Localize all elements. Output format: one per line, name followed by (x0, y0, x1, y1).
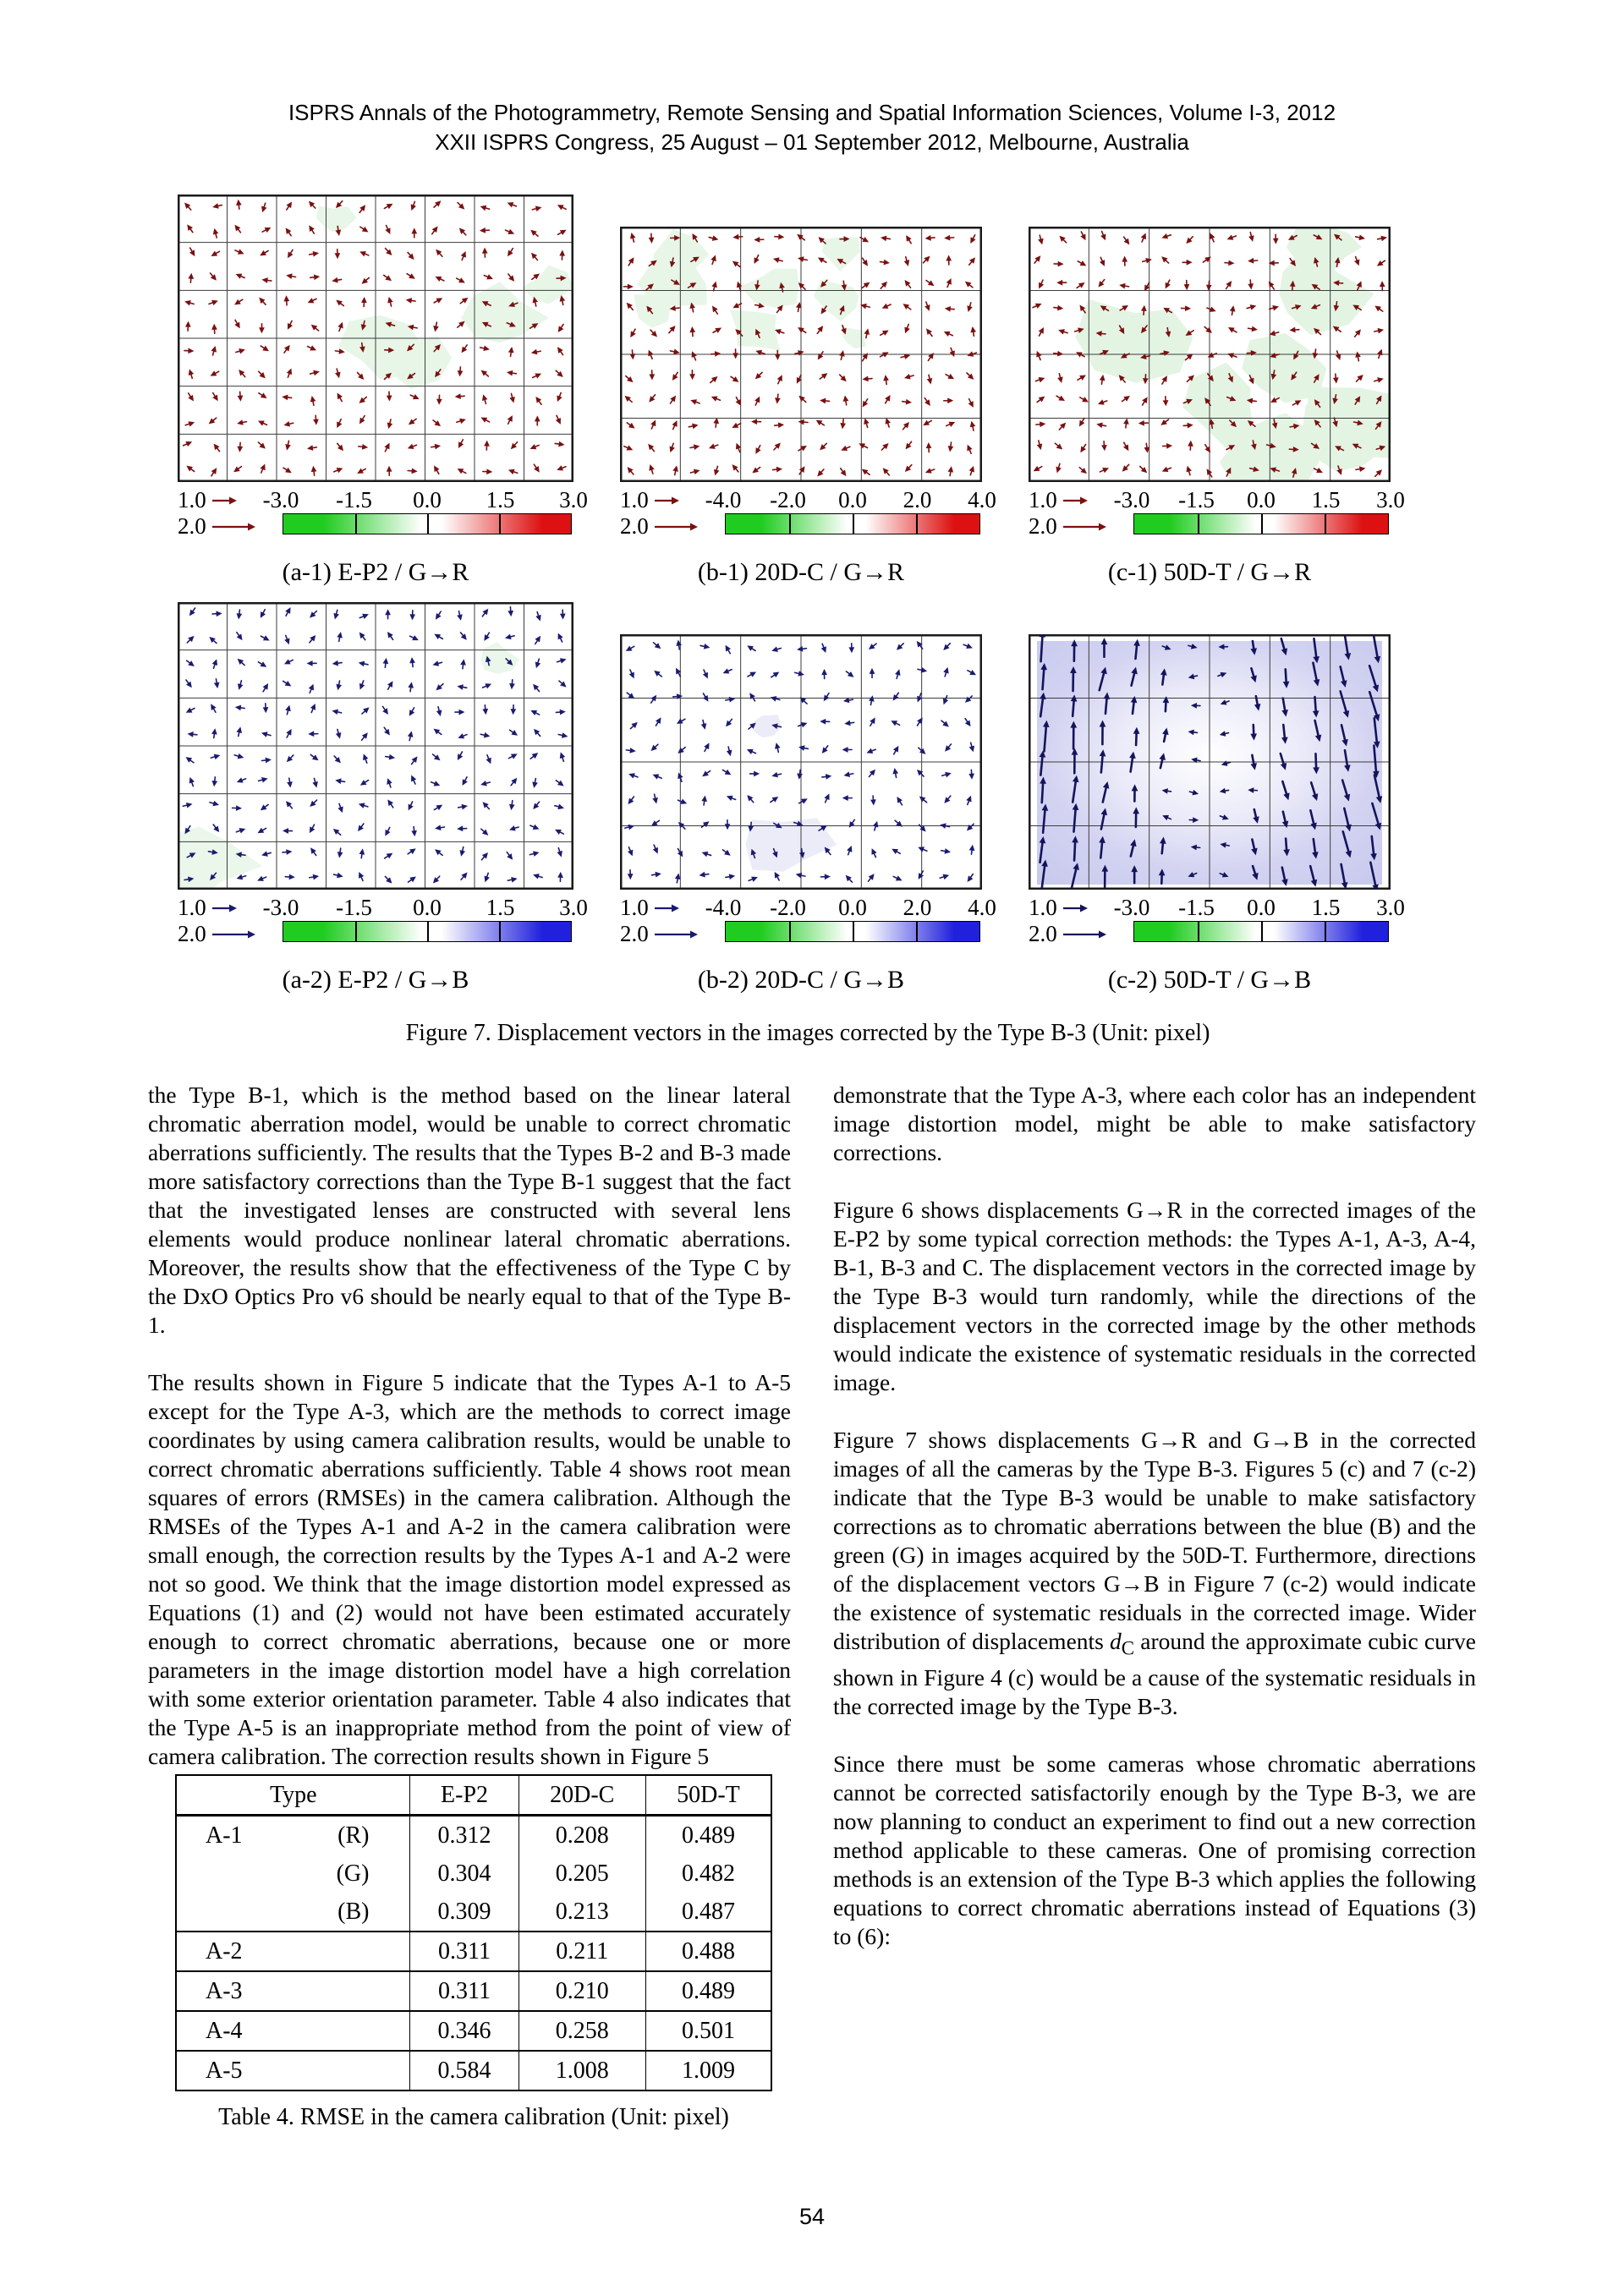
colorbar-tick-label: -1.5 (336, 895, 372, 920)
legend-value: 1.0 (620, 895, 649, 920)
legend-value: 1.0 (1029, 487, 1057, 512)
table-4-wrap (175, 1774, 772, 2132)
figure-7-caption: Figure 7. Displacement vectors in the images corrected by the Type B-3 (Unit: pixel) (405, 1020, 1210, 1046)
value-cell: 0.210 (518, 1971, 645, 2011)
panel-c-1 (1029, 227, 1405, 587)
colorbar-ticks (705, 895, 996, 921)
colorbar-separator (916, 922, 918, 941)
colorbar-separator (355, 514, 357, 534)
paragraph: The results shown in Figure 5 indicate that the Types A-1 to A-5 except for the Type A-3, which are the methods to correct image coordinates by using camera calibration results, would be unable to correct chromatic aberrations sufficiently. Table 4 shows root mean squares of errors (RMSEs) in the camera calibration. Although the RMSEs of the Types A-1 and A-2 in the camera calibration were small enough, the correction results by the Types A-1 and A-2 were not so good. We think that the image distortion model expressed as Equations (1) and (2) would not have been estimated accurately enough to correct chromatic aberrations, because one or more parameters in the image distortion model have a high correlation with some exterior orientation parameter. Table 4 also indicates that the Type A-5 is an inappropriate method from the point of view of camera calibration. The correction results shown in Figure 5 (148, 1369, 791, 1769)
colorbar-separator (853, 922, 854, 941)
scale-row-c-2 (1029, 895, 1405, 947)
value-cell: 0.584 (410, 2051, 518, 2091)
colorbar-tick-label: -4.0 (705, 895, 742, 920)
colorbar (283, 921, 572, 942)
type-cell: A-4 (176, 2011, 410, 2051)
value-cell: 0.346 (410, 2011, 518, 2051)
scale-row-a-1 (178, 487, 588, 540)
value-cell: 1.008 (518, 2051, 645, 2091)
value-cell: 1.009 (645, 2051, 771, 2091)
scale-arrow-icon (1062, 494, 1093, 507)
colorbar-separator (427, 514, 429, 534)
colorbar-tick-label: 0.0 (413, 895, 442, 920)
scale-arrow-icon (654, 928, 703, 941)
legend-value: 1.0 (620, 487, 649, 512)
vector-field-c-1 (1029, 227, 1391, 482)
colorbar-ticks (1113, 895, 1405, 921)
colorbar-tick-label: 4.0 (968, 895, 996, 920)
panel-caption-c-1: (c-1) 50D-T / G→R (1107, 558, 1312, 586)
table-4-body (176, 1816, 771, 2091)
colorbar-separator (1261, 922, 1263, 941)
table-col-type: Type (176, 1775, 410, 1816)
colorbar-tick-label: 3.0 (1376, 487, 1405, 512)
colorbar-separator (1198, 922, 1199, 941)
colorbar (1133, 513, 1389, 534)
paragraph: demonstrate that the Type A-3, where each color has an independent image distortion model, might be able to make satisfactory corrections. (833, 1082, 1476, 1165)
vector-field-b-2 (620, 634, 982, 890)
colorbar (725, 921, 980, 942)
table-row (176, 1893, 771, 1932)
figure-row-1 (178, 195, 1438, 587)
colorbar-separator (916, 514, 918, 534)
value-cell: 0.487 (645, 1893, 771, 1932)
page-number: 54 (798, 2204, 826, 2229)
colorbar-tick-label: 4.0 (968, 487, 996, 512)
colorbar-separator (789, 514, 791, 534)
legend-value: 1.0 (178, 487, 206, 512)
colorbar-tick-label: 0.0 (413, 487, 442, 512)
scale-arrow-icon (1062, 928, 1111, 941)
colorbar-tick-label: 0.0 (1247, 487, 1276, 512)
colorbar (725, 513, 980, 534)
colorbar-tick-label: 3.0 (559, 487, 588, 512)
legend-value: 2.0 (178, 513, 206, 539)
legend-line (1029, 921, 1128, 947)
type-cell: (G) (336, 1860, 370, 1887)
value-cell: 0.213 (518, 1893, 645, 1932)
legend-line (620, 921, 720, 947)
panel-b-1 (620, 227, 996, 587)
value-cell: 0.311 (410, 1932, 518, 1971)
value-cell: 0.309 (410, 1893, 518, 1932)
colorbar-tick-label: -3.0 (1113, 487, 1150, 512)
scale-arrow-icon (654, 901, 684, 915)
colorbar-separator (789, 922, 791, 941)
value-cell: 0.489 (645, 1816, 771, 1855)
legend-value: 1.0 (1029, 895, 1057, 920)
colorbar (283, 513, 572, 534)
journal-header (0, 0, 1624, 157)
left-paragraphs (148, 1081, 791, 1771)
colorbar-separator (853, 514, 854, 534)
value-cell: 0.488 (645, 1932, 771, 1971)
legend-value: 2.0 (1029, 513, 1057, 539)
scale-row-b-1 (620, 487, 996, 540)
panel-caption-b-1: (b-1) 20D-C / G→R (697, 558, 905, 586)
table-row (176, 1855, 771, 1893)
colorbar-ticks (262, 487, 588, 513)
scale-row-c-1 (1029, 487, 1405, 540)
colorbar-tick-label: -1.5 (1178, 487, 1215, 512)
colorbar-ticks (705, 487, 996, 513)
type-cell: A-1 (R) (206, 1822, 370, 1849)
legend-value: 2.0 (1029, 921, 1057, 946)
colorbar-tick-label: -2.0 (770, 895, 806, 920)
panel-caption-a-1: (a-1) E-P2 / G→R (282, 558, 469, 586)
legend-line (178, 513, 277, 540)
colorbar-tick-label: -1.5 (1178, 895, 1215, 920)
panel-a-2 (178, 602, 588, 995)
table-col-50dt: 50D-T (645, 1775, 771, 1816)
table-4-caption: Table 4. RMSE in the camera calibration (Unit: pixel) (218, 2104, 729, 2130)
table-row (176, 1971, 771, 2011)
colorbar (1133, 921, 1389, 942)
vector-field-c-2 (1029, 634, 1391, 890)
panel-c-2 (1029, 634, 1405, 995)
body-columns (148, 1081, 1476, 2132)
colorbar-tick-label: -4.0 (705, 487, 742, 512)
colorbar-tick-label: 2.0 (903, 895, 932, 920)
value-cell: 0.258 (518, 2011, 645, 2051)
journal-header-line1: ISPRS Annals of the Photogrammetry, Remote Sensing and Spatial Information Sciences, Volume I-3, 2012 (288, 100, 1336, 125)
scale-arrow-icon (1062, 901, 1093, 915)
table-row (176, 2011, 771, 2051)
table-4 (175, 1774, 772, 2091)
paragraph: Figure 6 shows displacements G→R in the corrected images of the E-P2 by some typical correction methods: the Types A-1, A-3, A-4, B-1, B-3 and C. The displacement vectors in the corrected image by the Type B-3 would turn randomly, while the directions of the displacement vectors in the corrected image by the other methods would indicate the existence of systematic residuals in the corrected image. (833, 1197, 1476, 1395)
panel-b-2 (620, 634, 996, 995)
table-col-20dc: 20D-C (518, 1775, 645, 1816)
colorbar-zone (262, 487, 588, 540)
colorbar-separator (355, 922, 357, 941)
value-cell: 0.312 (410, 1816, 518, 1855)
colorbar-zone (262, 895, 588, 947)
colorbar-separator (1261, 514, 1263, 534)
value-cell: 0.489 (645, 1971, 771, 2011)
scale-arrow-icon (211, 901, 242, 915)
value-cell: 0.205 (518, 1855, 645, 1893)
colorbar-separator (499, 514, 501, 534)
table-4-header (176, 1775, 771, 1816)
right-paragraphs (833, 1081, 1476, 1951)
value-cell: 0.211 (518, 1932, 645, 1971)
colorbar-tick-label: 1.5 (1311, 895, 1341, 920)
table-row (176, 1816, 771, 1855)
colorbar-separator (427, 922, 429, 941)
paragraph: Figure 7 shows displacements G→R and G→B in the corrected images of all the cameras by the Type B-3. Figures 5 (c) and 7 (c-2) indicate that the Type B-3 would be unable to make satisfactory corrections as to chromatic aberrations between the blue (B) and the green (G) in images acquired by the 50D-T. Furthermore, directions of the displacement vectors G→B in Figure 7 (c-2) would indicate the existence of systematic residuals in the corrected image. Wider distribution of displacements $d_C$ around the approximate cubic curve shown in Figure 4 (c) would be a cause of the systematic residuals in the corrected image by the Type B-3. (833, 1427, 1476, 1719)
scale-arrow-icon (211, 520, 261, 534)
colorbar-tick-label: 1.5 (1311, 487, 1341, 512)
colorbar-ticks (1113, 487, 1405, 513)
colorbar-tick-label: -3.0 (1113, 895, 1150, 920)
table-row (176, 2051, 771, 2091)
type-cell: A-2 (176, 1932, 410, 1971)
legend-line (1029, 513, 1128, 540)
table-col-ep2: E-P2 (410, 1775, 518, 1816)
paragraph: Since there must be some cameras whose chromatic aberrations cannot be corrected satisfactorily enough by the Type B-3, we are now planning to conduct an experiment to find out a new correction method applicable to these cameras. One of promising correction methods is an extension of the Type B-3 which applies the following equations to correct chromatic aberrations instead of Equations (3) to (6): (833, 1750, 1476, 1949)
colorbar-tick-label: 3.0 (559, 895, 588, 920)
scale-arrow-icon (654, 494, 684, 507)
colorbar-tick-label: 3.0 (1376, 895, 1405, 920)
colorbar-tick-label: -3.0 (262, 487, 299, 512)
colorbar-zone (1113, 487, 1405, 540)
colorbar-separator (499, 922, 501, 941)
type-cell: (B) (337, 1898, 370, 1925)
vector-field-b-1 (620, 227, 982, 482)
colorbar-zone (705, 487, 996, 540)
value-cell: 0.482 (645, 1855, 771, 1893)
table-row (176, 1932, 771, 1971)
vector-field-a-2 (178, 602, 573, 890)
legend-value: 2.0 (620, 513, 649, 539)
scale-row-a-2 (178, 895, 588, 947)
scale-arrow-icon (654, 520, 703, 534)
legend-value: 2.0 (178, 921, 206, 946)
left-column (148, 1081, 791, 2132)
colorbar-tick-label: -3.0 (262, 895, 299, 920)
value-cell: 0.304 (410, 1855, 518, 1893)
panel-caption-c-2: (c-2) 50D-T / G→B (1107, 966, 1312, 994)
colorbar-separator (1325, 922, 1326, 941)
colorbar-zone (1113, 895, 1405, 947)
panel-caption-b-2: (b-2) 20D-C / G→B (697, 966, 905, 994)
colorbar-separator (1198, 514, 1199, 534)
scale-arrow-icon (211, 494, 242, 507)
colorbar-tick-label: -1.5 (336, 487, 372, 512)
figure-row-2 (178, 602, 1438, 995)
right-column (833, 1081, 1476, 2132)
value-cell: 0.208 (518, 1816, 645, 1855)
type-cell: A-5 (176, 2051, 410, 2091)
colorbar-tick-label: 0.0 (1247, 895, 1276, 920)
legend-line (178, 921, 277, 947)
colorbar-tick-label: 0.0 (838, 487, 867, 512)
colorbar-zone (705, 895, 996, 947)
scale-arrow-icon (211, 928, 261, 941)
value-cell: 0.501 (645, 2011, 771, 2051)
colorbar-tick-label: 2.0 (903, 487, 932, 512)
panel-a-1 (178, 195, 588, 587)
scale-row-b-2 (620, 895, 996, 947)
colorbar-tick-label: -2.0 (770, 487, 806, 512)
scale-arrow-icon (1062, 520, 1111, 534)
legend-value: 2.0 (620, 921, 649, 946)
vector-field-a-1 (178, 195, 573, 482)
figure-7 (178, 195, 1438, 1047)
paragraph: the Type B-1, which is the method based on the linear lateral chromatic aberration model, would be unable to correct chromatic aberrations sufficiently. The results that the Types B-2 and B-3 made more satisfactory corrections than the Type B-1 suggest that the fact that the investigated lenses are constructed with several lens elements would produce nonlinear lateral chromatic aberrations. Moreover, the results show that the effectiveness of the Type C by the DxO Optics Pro v6 should be nearly equal to that of the Type B-1. (148, 1082, 791, 1338)
panel-caption-a-2: (a-2) E-P2 / G→B (282, 966, 469, 994)
legend-line (620, 513, 720, 540)
colorbar-tick-label: 1.5 (486, 487, 515, 512)
legend-value: 1.0 (178, 895, 206, 920)
colorbar-separator (1325, 514, 1326, 534)
colorbar-ticks (262, 895, 588, 921)
colorbar-tick-label: 1.5 (486, 895, 515, 920)
colorbar-tick-label: 0.0 (838, 895, 867, 920)
value-cell: 0.311 (410, 1971, 518, 2011)
type-cell: A-3 (176, 1971, 410, 2011)
journal-header-line2: XXII ISPRS Congress, 25 August – 01 September 2012, Melbourne, Australia (435, 129, 1189, 155)
